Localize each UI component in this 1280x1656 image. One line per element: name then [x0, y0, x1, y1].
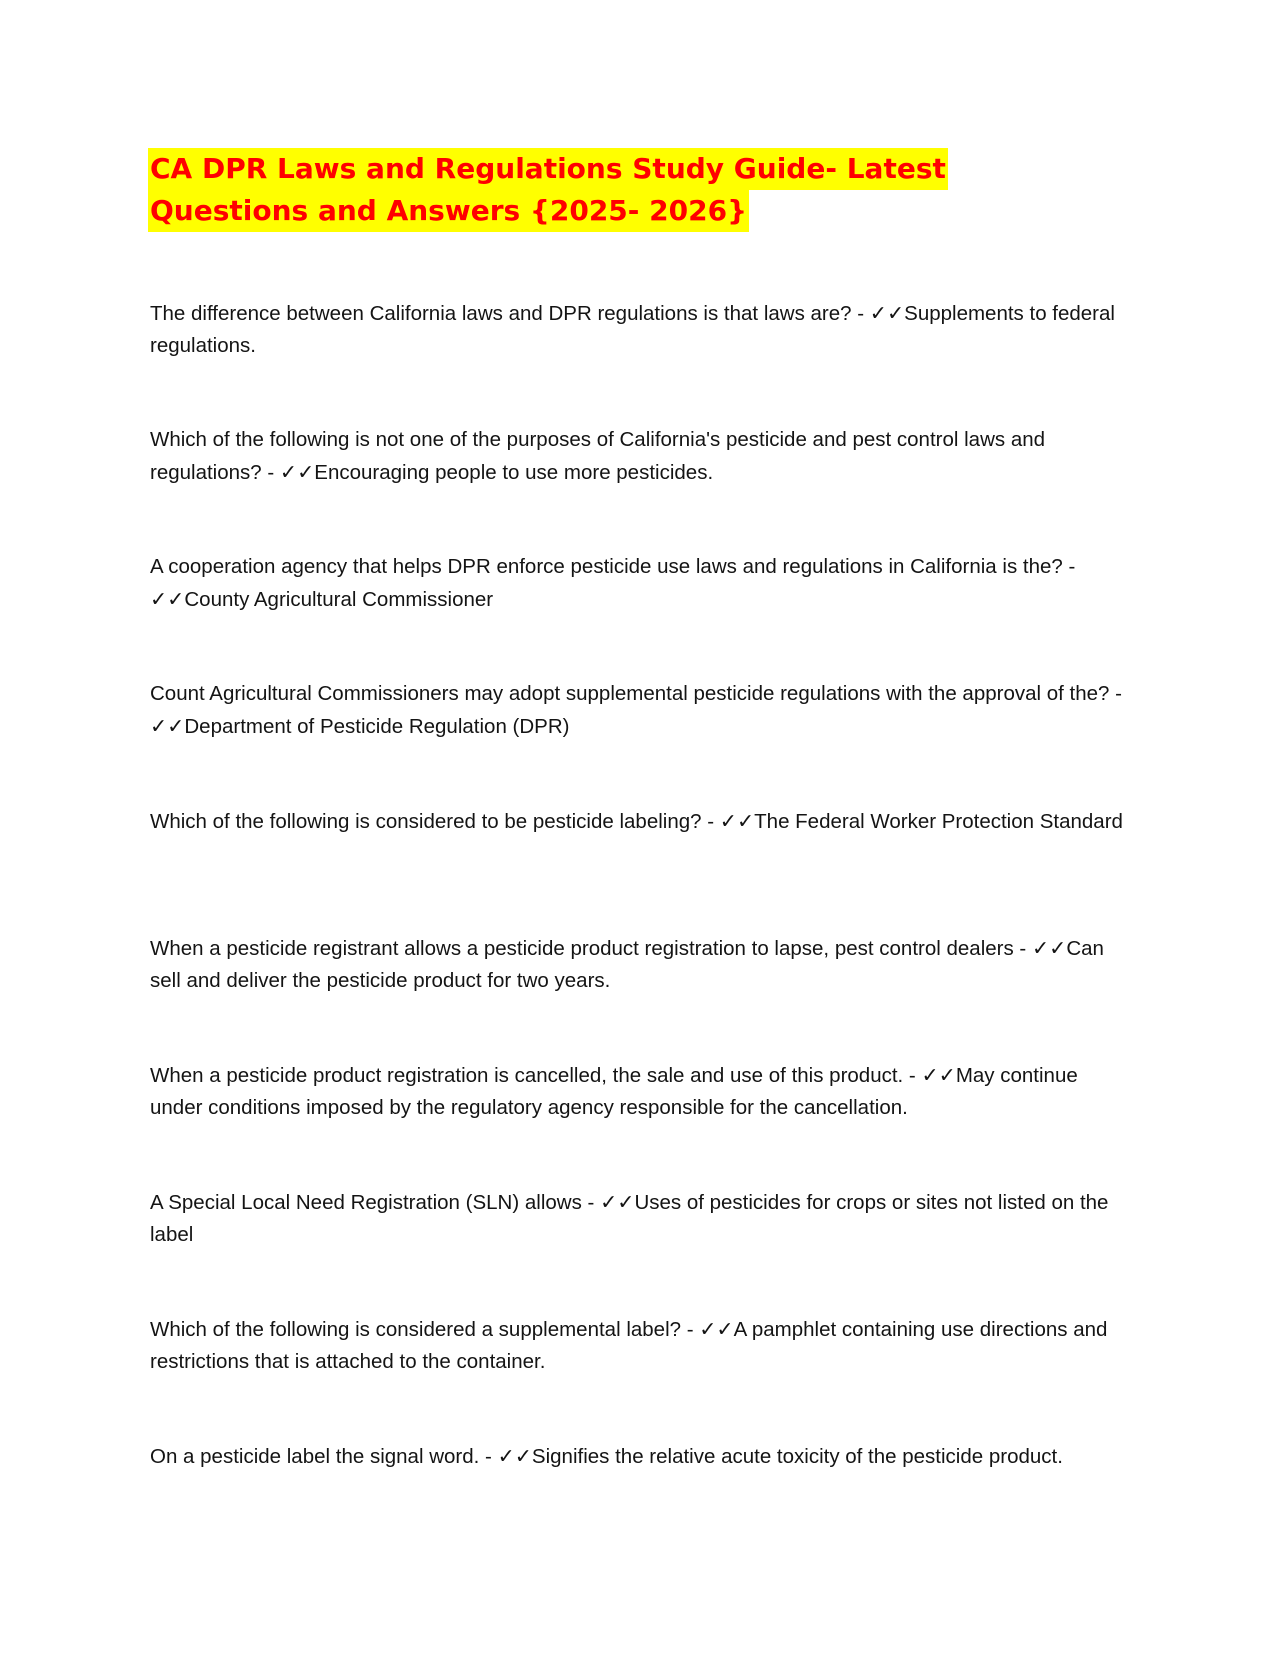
qa-item — [150, 1186, 1130, 1250]
double-check-icon: ✓✓ — [869, 301, 905, 325]
double-check-icon: ✓✓ — [279, 460, 315, 484]
question-text: Count Agricultural Commissioners may adopt supplemental pesticide regulations with the approval of the? - — [150, 682, 1122, 705]
question-text: When a pesticide registrant allows a pesticide product registration to lapse, pest control dealers - — [150, 937, 1032, 960]
double-check-icon: ✓✓ — [699, 1317, 734, 1341]
answer-text: Uses of pesticides for crops or sites not listed on the label — [150, 1191, 1109, 1246]
document-title — [148, 148, 1048, 232]
qa-item — [150, 551, 1130, 615]
qa-list — [150, 297, 1130, 1567]
qa-item — [150, 424, 1130, 488]
question-text: A Special Local Need Registration (SLN) allows - — [150, 1191, 601, 1214]
qa-item — [150, 297, 1130, 361]
question-text: When a pesticide product registration is cancelled, the sale and use of this product. - — [150, 1064, 922, 1087]
question-text: Which of the following is considered to be pesticide labeling? - — [150, 810, 720, 833]
qa-item — [150, 1440, 1130, 1504]
answer-text: Supplements to federal regulations. — [150, 302, 1115, 357]
answer-text: Department of Pesticide Regulation (DPR) — [184, 715, 570, 738]
double-check-icon: ✓✓ — [497, 1444, 532, 1468]
qa-item — [150, 1313, 1130, 1377]
answer-text: The Federal Worker Protection Standard — [754, 810, 1123, 833]
double-check-icon: ✓✓ — [600, 1190, 635, 1214]
answer-text: A pamphlet containing use directions and restrictions that is attached to the container. — [150, 1318, 1108, 1373]
qa-item — [150, 932, 1130, 996]
question-text: On a pesticide label the signal word. - — [150, 1445, 498, 1468]
qa-item — [150, 1059, 1130, 1123]
question-text: Which of the following is not one of the purposes of California's pesticide and pest control laws and regulations? - — [150, 428, 1046, 484]
question-text: A cooperation agency that helps DPR enforce pesticide use laws and regulations in California is the? - — [150, 555, 1076, 578]
answer-text: Signifies the relative acute toxicity of the pesticide product. — [531, 1445, 1063, 1468]
double-check-icon: ✓✓ — [1031, 936, 1067, 960]
qa-item — [150, 678, 1130, 742]
answer-text: Encouraging people to use more pesticides. — [314, 461, 714, 484]
answer-text: Can sell and deliver the pesticide product for two years. — [150, 937, 1104, 992]
double-check-icon: ✓✓ — [150, 714, 185, 738]
question-text: The difference between California laws and DPR regulations is that laws are? - — [150, 302, 870, 325]
double-check-icon: ✓✓ — [921, 1063, 956, 1087]
answer-text: County Agricultural Commissioner — [184, 588, 494, 611]
title-line-2: Questions and Answers {2025- 2026} — [148, 190, 749, 232]
title-line-1: CA DPR Laws and Regulations Study Guide- Latest — [148, 148, 948, 190]
qa-item — [150, 805, 1130, 869]
question-text: Which of the following is considered a supplemental label? - — [150, 1318, 700, 1341]
answer-text: May continue under conditions imposed by the regulatory agency responsible for the cancellation. — [150, 1064, 1078, 1119]
double-check-icon: ✓✓ — [150, 587, 185, 611]
double-check-icon: ✓✓ — [719, 809, 755, 833]
